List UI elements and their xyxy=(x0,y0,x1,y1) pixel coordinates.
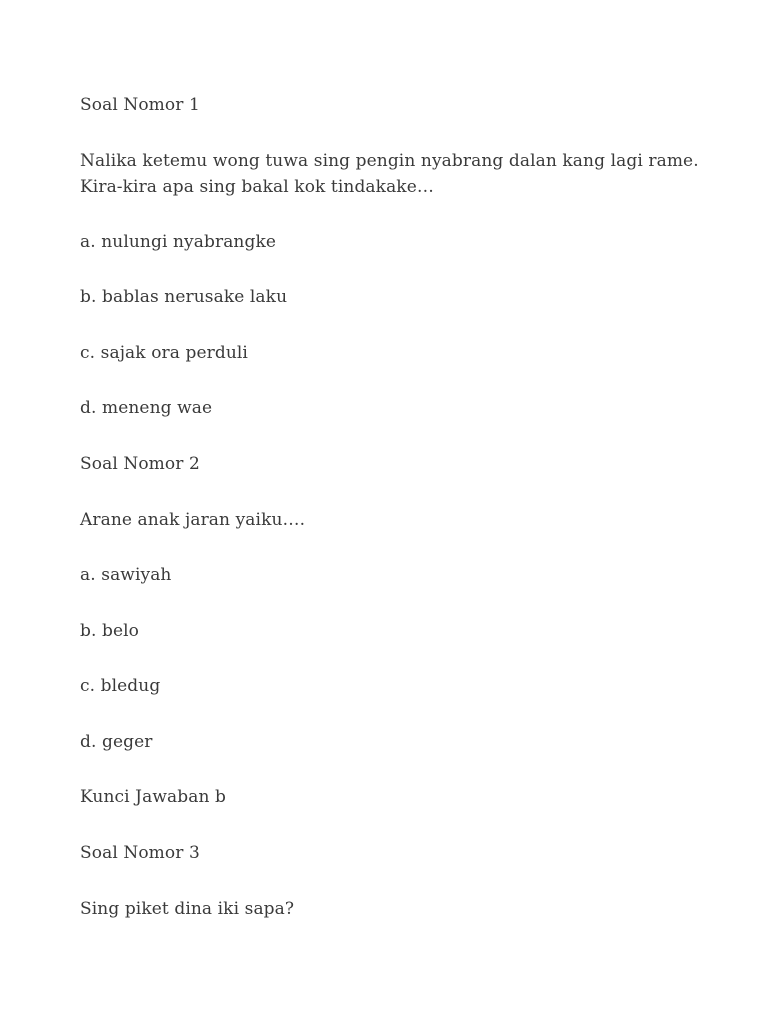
question-1-option-c: c. sajak ora perduli xyxy=(80,343,248,363)
question-2-answer-key: Kunci Jawaban b xyxy=(80,787,226,807)
question-2-option-a: a. sawiyah xyxy=(80,565,172,585)
question-2-option-b: b. belo xyxy=(80,621,140,641)
question-1-text-line-1: Nalika ketemu wong tuwa sing pengin nyabrang dalan kang lagi rame. xyxy=(80,151,699,171)
question-1-heading: Soal Nomor 1 xyxy=(80,95,200,115)
question-2-option-d: d. geger xyxy=(80,732,153,752)
question-2-heading: Soal Nomor 2 xyxy=(80,454,200,474)
question-2-option-c: c. bledug xyxy=(80,676,161,696)
question-2-text: Arane anak jaran yaiku…. xyxy=(80,510,306,530)
question-1-text-line-2: Kira-kira apa sing bakal kok tindakake… xyxy=(80,177,434,197)
question-1-option-a: a. nulungi nyabrangke xyxy=(80,232,277,252)
question-3-text: Sing piket dina iki sapa? xyxy=(80,899,295,919)
question-1-option-b: b. bablas nerusake laku xyxy=(80,287,288,307)
question-1-option-d: d. meneng wae xyxy=(80,398,213,418)
question-3-heading: Soal Nomor 3 xyxy=(80,843,200,863)
